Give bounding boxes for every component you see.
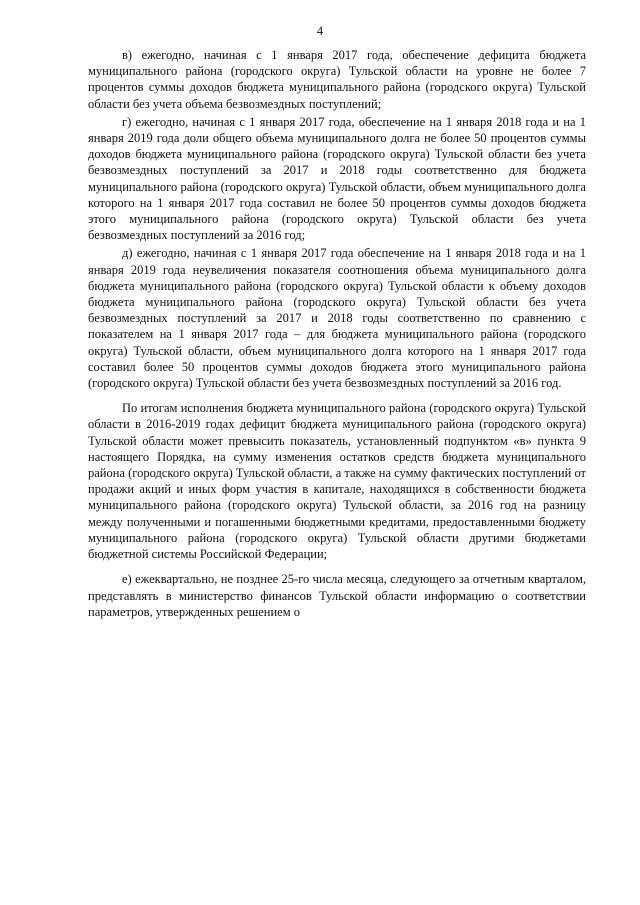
paragraph-item-g: г) ежегодно, начиная с 1 января 2017 года, обеспечение на 1 января 2018 года и на 1 января 2019 года доли общего объема муниципального долга не более 50 процентов суммы доходов бюджета муниципального района (городского округа) Тульской области без учета безвозмездных поступлений за 2017 и 2018 годы соответственно для бюджета муниципального района (городского округа) Тульской области, объем муниципального долга которого на 1 января 2017 года составил не более 50 процентов суммы доходов бюджета этого муниципального района (городского округа) Тульской области без учета безвозмездных поступлений за 2016 год;	[88, 114, 586, 243]
document-body	[88, 47, 586, 620]
paragraph-item-e: е) ежеквартально, не позднее 25-го числа месяца, следующего за отчетным кварталом, представлять в министерство финансов Тульской области информацию о соответствии параметров, утвержденных решением о	[88, 572, 586, 619]
paragraph-item-d: д) ежегодно, начиная с 1 января 2017 года обеспечение на 1 января 2018 года и на 1 января 2019 года неувеличения показателя соотношения объема муниципального долга бюджета муниципального района (городского округа) Тульской области к объему доходов бюджета муниципального района (городского округа) Тульской области без учета безвозмездных поступлений за 2017 и 2018 годы соответственно по сравнению с показателем на 1 января 2017 года – для бюджета муниципального района (городского округа) Тульской области, объем муниципального долга которого на 1 января 2017 года составил более 50 процентов суммы доходов бюджета этого муниципального района (городского округа) Тульской области без учета безвозмездных поступлений за 2016 год.	[88, 246, 586, 391]
page-number: 4	[316, 24, 324, 38]
paragraph-item-v: в) ежегодно, начиная с 1 января 2017 года, обеспечение дефицита бюджета муниципального района (городского округа) Тульской области на уровне не более 7 процентов суммы доходов бюджета муниципального района (городского округа) Тульской области без учета объема безвозмездных поступлений;	[88, 48, 586, 111]
paragraph-deficit-results: По итогам исполнения бюджета муниципального района (городского округа) Тульской области в 2016-2019 годах дефицит бюджета муниципального района (городского округа) Тульской области может превысить показатель, установленный подпунктом «в» пункта 9 настоящего Порядка, на сумму изменения остатков средств бюджета муниципального района (городского округа) Тульской области, а также на сумму фактических поступлений от продажи акций и иных форм участия в капитале, находящихся в собственности бюджета муниципального района (городского округа) Тульской области, за 2016 год на разницу между полученными и погашенными бюджетными кредитами, предоставленными бюджету муниципального района (городского округа) Тульской области другими бюджетами бюджетной системы Российской Федерации;	[88, 401, 586, 562]
